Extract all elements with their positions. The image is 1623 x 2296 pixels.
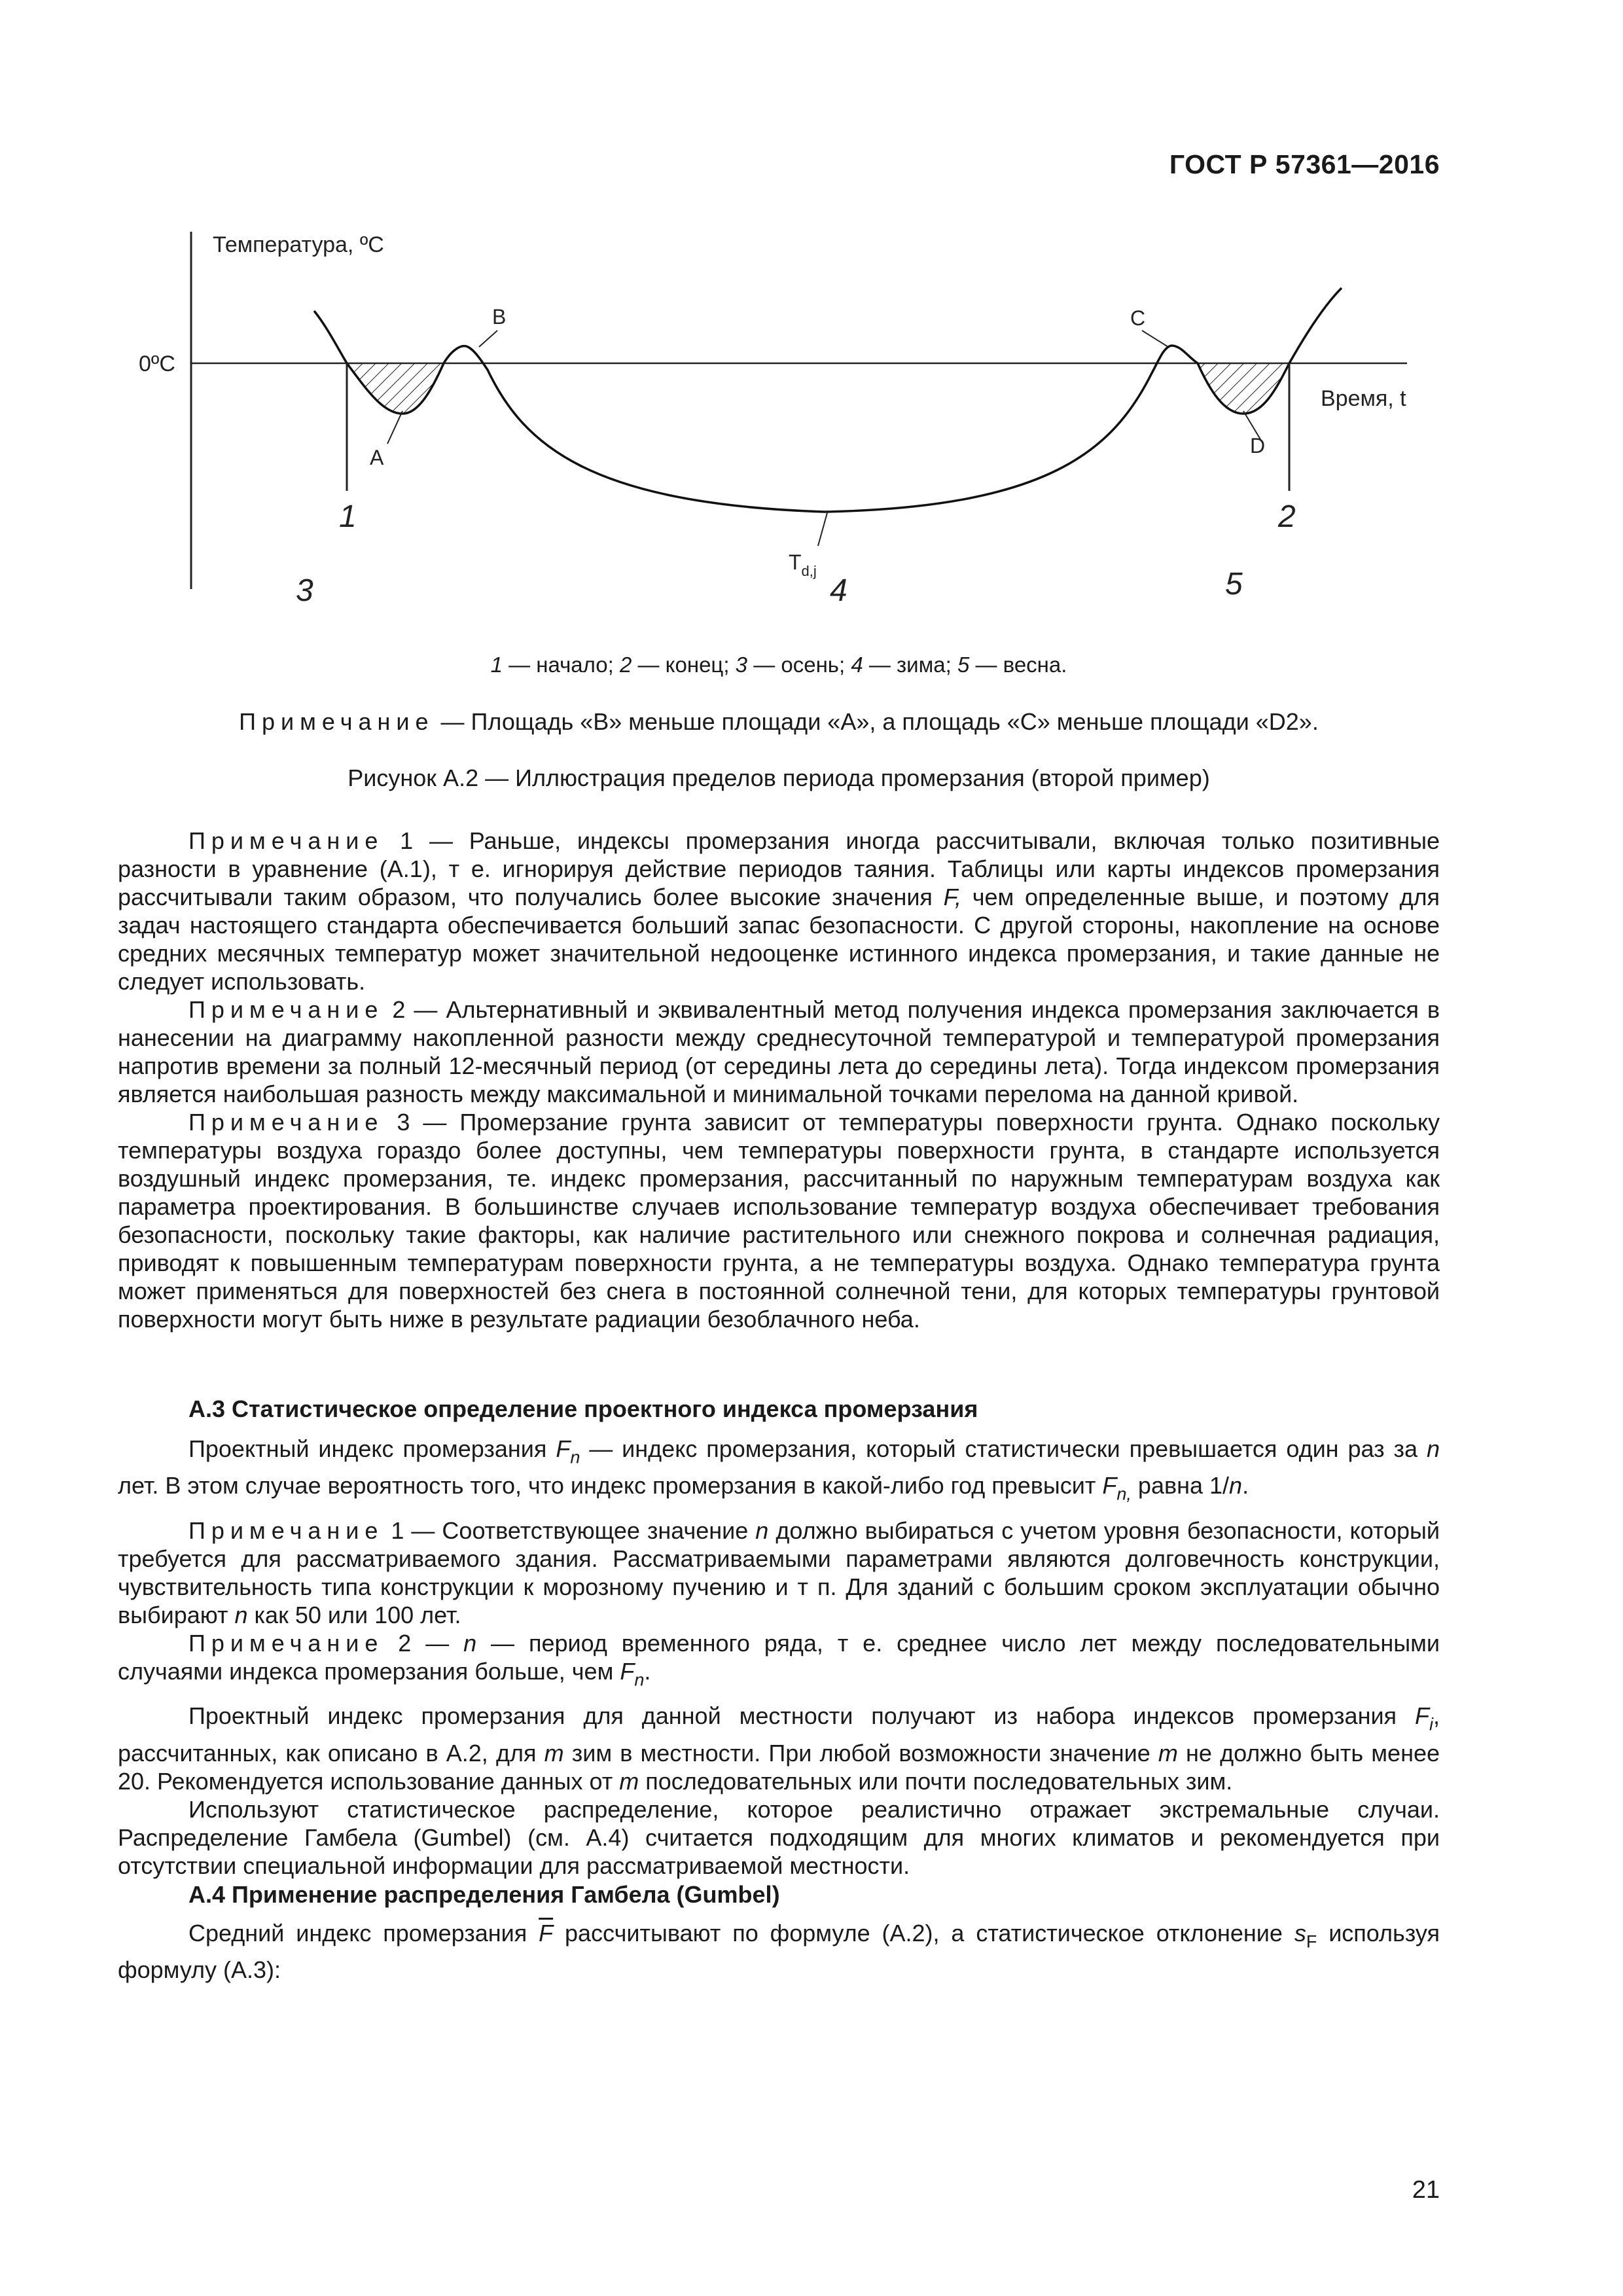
- leader-b: [479, 331, 497, 347]
- page-number: 21: [1412, 2176, 1440, 2204]
- marker-5: 5: [1225, 567, 1243, 601]
- leader-c: [1142, 331, 1168, 347]
- figure-caption: Рисунок А.2 — Иллюстрация пределов периода промерзания (второй пример): [348, 764, 1210, 791]
- note-2: Примечание 2 — Альтернативный и эквивалентный метод получения индекса промерзания заключается в нанесении на диаграмму накопленной разности между среднесуточной температурой и температурой промерзания напротив времени за полный 12-месячный период (от середины лета до середины лета). Тогда индексом промерзания является наибольшая разность между максимальной и минимальной точками перелома на данной кривой.: [118, 996, 1440, 1107]
- label-b: B: [492, 305, 507, 329]
- document-code: ГОСТ Р 57361—2016: [1169, 149, 1440, 179]
- marker-2: 2: [1278, 499, 1296, 534]
- marker-3: 3: [296, 573, 313, 608]
- label-a: A: [370, 446, 384, 469]
- y-axis-label: Температура, ºС: [213, 232, 384, 257]
- label-c: C: [1130, 306, 1146, 330]
- a3-note-1: Примечание 1 — Соответствующее значение n должно выбираться с учетом уровня безопасности, который требуется для рассматриваемого здания. Рассматриваемыми параметрами являются долговечность конструкции, чувствительность типа конструкции к морозному пучению и т п. Для зданий с большим сроком эксплуатации обычно выбирают n как 50 или 100 лет.: [118, 1516, 1440, 1628]
- label-t: $T_{d,j}$: [789, 550, 817, 579]
- area-a-hatch: [347, 363, 444, 414]
- leader-a: [387, 411, 402, 444]
- x-axis-label: Время, t: [1321, 386, 1406, 411]
- figure-legend: 1 — начало; 2 — конец; 3 — осень; 4 — зима; 5 — весна.: [490, 653, 1067, 677]
- zero-label: 0ºС: [139, 351, 175, 376]
- marker-1: 1: [339, 499, 357, 534]
- figure-note: Примечание — Площадь «В» меньше площади «А», а площадь «С» меньше площади «D2».: [239, 708, 1319, 735]
- section-a3-body: [118, 1435, 1440, 1880]
- section-a4-body: [118, 1919, 1440, 1984]
- note-1: Примечание 1 — Раньше, индексы промерзания иногда рассчитывали, включая только позитивные разности в уравнение (А.1), т е. игнорируя действие периодов таяния. Таблицы или карты индексов промерзания рассчитывали таким образом, что получались более высокие значения F, чем определенные выше, и поэтому для задач настоящего стандарта обеспечивается больший запас безопасности. С другой стороны, накопление на основе средних месячных температур может значительной недооценке истинного индекса промерзания, и такие данные не следует использовать.: [118, 827, 1440, 995]
- notes-block: [118, 827, 1440, 1333]
- temperature-curve: [314, 288, 1342, 512]
- section-a3-heading: А.3 Статистическое определение проектного индекса промерзания: [188, 1395, 978, 1422]
- label-d: D: [1250, 434, 1266, 457]
- leader-t: [818, 511, 828, 546]
- marker-4: 4: [830, 573, 847, 608]
- freezing-period-figure: [0, 0, 1623, 655]
- a4-paragraph-1: Средний индекс промерзания $\overline{F}$ рассчитывают по формуле (А.2), а статистическое отклонение $s_F$ используя формулу (А.3):: [118, 1920, 1440, 1984]
- a3-note-2: Примечание 2 — n — период временного ряда, т е. среднее число лет между последовательными случаями индекса промерзания больше, чем $F_n$.: [118, 1629, 1440, 1690]
- note-3: Примечание 3 — Промерзание грунта зависит от температуры поверхности грунта. Однако поскольку температуры воздуха гораздо более доступны, чем температуры поверхности грунта, в стандарте используется воздушный индекс промерзания, те. индекс промерзания, рассчитанный по наружным температурам воздуха как параметра проектирования. В большинстве случаев использование температур воздуха обеспечивает требования безопасности, поскольку такие факторы, как наличие растительного или снежного покрова и солнечная радиация, приводят к повышенным температурам поверхности грунта, а не температуры воздуха. Однако температура грунта может применяться для поверхностей без снега в постоянной солнечной тени, для которых температуры грунтовой поверхности могут быть ниже в результате радиации безоблачного неба.: [118, 1109, 1440, 1333]
- section-a4-heading: А.4 Применение распределения Гамбела (Gumbel): [188, 1881, 780, 1908]
- a3-paragraph-2: Проектный индекс промерзания для данной местности получают из набора индексов промерзания $F_i$, рассчитанных, как описано в А.2, для m зим в местности. При любой возможности значение m не должно быть менее 20. Рекомендуется использование данных от m последовательных или почти последовательных зим.: [118, 1702, 1440, 1795]
- a3-paragraph-1: Проектный индекс промерзания $F_n$ — индекс промерзания, который статистически превышается один раз за n лет. В этом случае вероятность того, что индекс промерзания в какой-либо год превысит $F_{n,}$ равна 1/n.: [118, 1435, 1440, 1504]
- a3-paragraph-3: Используют статистическое распределение, которое реалистично отражает экстремальные случаи. Распределение Гамбела (Gumbel) (см. А.4) считается подходящим для многих климатов и рекомендуется при отсутствии специальной информации для рассматриваемой местности.: [118, 1795, 1440, 1879]
